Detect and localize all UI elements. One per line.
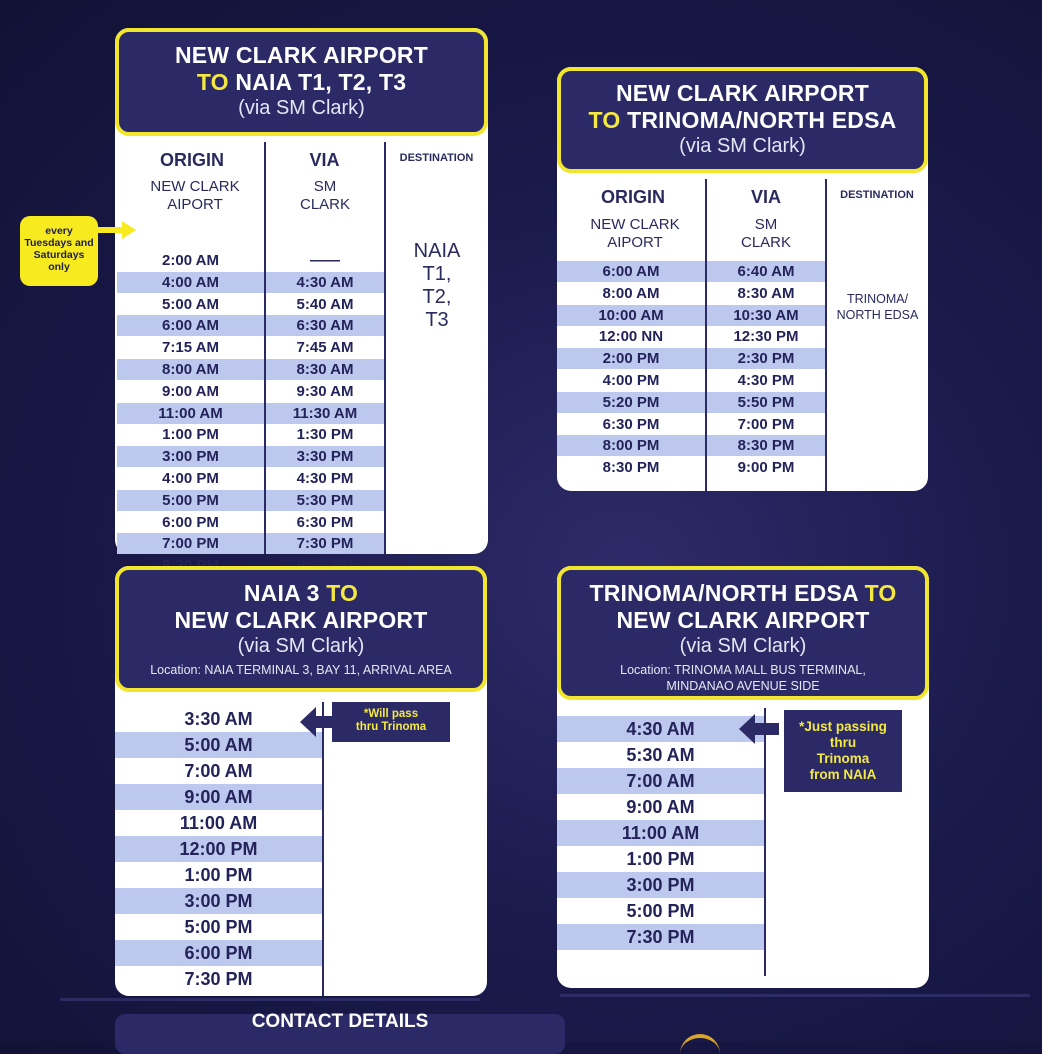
departure-time: 6:00 PM — [115, 940, 322, 966]
column-divider — [384, 142, 386, 554]
card-title-line2: NEW CLARK AIRPORT — [616, 607, 870, 633]
origin-time: 5:20 PM — [557, 392, 705, 413]
departure-time: 7:30 PM — [184, 969, 253, 989]
card-title-to: TO — [864, 580, 897, 606]
via-time: 10:30 AM — [707, 305, 825, 326]
schedule-card-naia-to-clark — [115, 566, 487, 996]
arrow-right-icon — [96, 221, 136, 239]
via-subheader: SM CLARK — [299, 178, 351, 213]
via-time: 6:30 AM — [266, 315, 384, 336]
origin-time: 9:00 AM — [162, 382, 219, 400]
schedule-card-clark-to-trinoma — [557, 67, 928, 491]
via-time: 1:30 PM — [296, 426, 354, 444]
departure-time: 7:30 PM — [557, 924, 764, 950]
card-title-line1: NEW CLARK AIRPORT — [616, 80, 869, 106]
via-time: 2:30 PM — [707, 348, 825, 369]
via-time: 7:30 PM — [266, 533, 384, 554]
via-header: VIA — [750, 187, 781, 207]
card-header — [115, 28, 488, 136]
via-time: 8:30 AM — [266, 359, 384, 380]
departure-time: 3:00 PM — [557, 872, 764, 898]
logo-icon — [680, 1034, 720, 1054]
card-subtitle: (via SM Clark) — [679, 135, 806, 157]
departure-time: 7:00 AM — [557, 768, 764, 794]
card-title-origin: TRINOMA/NORTH EDSA — [589, 580, 858, 606]
departure-time: 1:00 PM — [184, 865, 253, 885]
via-time: 4:30 PM — [296, 470, 354, 487]
route-note: *Just passing thru Trinoma from NAIA — [784, 710, 902, 792]
departure-time: 3:00 PM — [115, 888, 322, 914]
origin-time: 8:30 PM — [602, 459, 660, 477]
column-divider — [764, 708, 766, 976]
arrow-left-icon — [739, 714, 779, 744]
card-title-destination: NAIA T1, T2, T3 — [235, 69, 407, 95]
departure-time: 3:30 AM — [184, 709, 253, 729]
pickup-location: Location: TRINOMA MALL BUS TERMINAL, MINDANAO AVENUE SIDE — [620, 663, 866, 693]
card-subtitle: (via SM Clark) — [237, 635, 365, 657]
departure-time: 12:00 PM — [115, 836, 322, 862]
origin-time: 4:00 PM — [162, 470, 219, 487]
card-title-to: TO — [196, 69, 229, 95]
origin-time: 5:00 PM — [117, 490, 264, 511]
via-time: 9:30 AM — [296, 382, 354, 400]
origin-time: 5:00 AM — [162, 295, 219, 313]
origin-time: 8:00 AM — [602, 284, 660, 302]
departure-time: 5:30 AM — [626, 745, 695, 765]
departure-time: 1:00 PM — [626, 849, 695, 869]
card-title-to: TO — [588, 107, 621, 133]
card-header — [115, 566, 487, 692]
schedule-card-clark-to-naia — [115, 28, 488, 554]
via-time: 3:30 PM — [266, 446, 384, 467]
via-time: 9:00 PM — [737, 459, 795, 477]
origin-time: 6:00 AM — [117, 315, 264, 336]
origin-time: 6:30 PM — [602, 415, 660, 433]
departure-time: 5:00 PM — [626, 901, 695, 921]
departure-time: 11:00 AM — [179, 813, 258, 833]
card-title-to: TO — [326, 580, 359, 606]
via-header: VIA — [309, 150, 340, 170]
decorative-line — [560, 994, 1030, 997]
card-title-destination: TRINOMA/NORTH EDSA — [627, 107, 897, 133]
via-time: 8:30 PM — [707, 435, 825, 456]
card-title-line2: NEW CLARK AIRPORT — [174, 607, 428, 633]
origin-time: 1:00 PM — [162, 426, 219, 444]
origin-time: 4:00 PM — [602, 372, 660, 389]
via-time: 7:00 PM — [737, 415, 795, 433]
card-subtitle: (via SM Clark) — [238, 97, 365, 119]
departure-time: 9:00 AM — [115, 784, 322, 810]
via-time: 6:40 AM — [707, 261, 825, 282]
via-time: 8:30 AM — [737, 284, 795, 302]
via-time: 4:30 PM — [737, 372, 795, 389]
origin-time: 8:00 PM — [557, 435, 705, 456]
card-header — [557, 67, 928, 173]
pickup-location: Location: NAIA TERMINAL 3, BAY 11, ARRIVAL AREA — [150, 663, 452, 677]
card-header — [557, 566, 929, 700]
via-subheader: SM CLARK — [740, 216, 792, 251]
column-divider — [322, 702, 324, 996]
via-time: —— — [310, 252, 340, 269]
origin-time: 8:00 AM — [117, 359, 264, 380]
origin-time: 11:00 AM — [117, 403, 264, 424]
via-time: 12:30 PM — [733, 328, 799, 346]
via-time: 11:30 AM — [266, 403, 384, 424]
origin-header: ORIGIN — [600, 187, 665, 207]
origin-subheader: NEW CLARK AIPORT — [590, 216, 680, 251]
departure-time: 11:00 AM — [557, 820, 764, 846]
origin-subheader: NEW CLARK AIPORT — [150, 178, 240, 213]
origin-time: 6:00 AM — [557, 261, 705, 282]
origin-time: 3:00 PM — [117, 446, 264, 467]
origin-time: 7:00 PM — [117, 533, 264, 554]
origin-time: 6:00 PM — [162, 513, 219, 531]
departure-time: 5:00 PM — [184, 917, 253, 937]
origin-time: 4:00 AM — [117, 272, 264, 293]
departure-time: 4:30 AM — [557, 716, 764, 742]
arrow-left-icon — [300, 707, 340, 737]
card-subtitle: (via SM Clark) — [679, 635, 807, 657]
schedule-card-trinoma-to-clark — [557, 566, 929, 988]
origin-header: ORIGIN — [159, 150, 224, 170]
column-divider — [825, 179, 827, 491]
destination-header: DESTINATION — [399, 152, 474, 164]
special-schedule-note: every Tuesdays and Saturdays only — [20, 216, 98, 286]
contact-details-header: CONTACT DETAILS — [115, 1014, 565, 1054]
via-time: 6:30 PM — [296, 513, 354, 531]
origin-time: 7:15 AM — [162, 339, 219, 357]
decorative-line — [60, 998, 480, 1001]
destination-value: TRINOMA/ NORTH EDSA — [836, 292, 919, 322]
origin-time: 12:00 NN — [598, 328, 664, 346]
destination-header: DESTINATION — [840, 189, 914, 201]
card-title-origin: NAIA 3 — [243, 580, 320, 606]
via-time: 5:30 PM — [266, 490, 384, 511]
departure-time: 5:00 AM — [115, 732, 322, 758]
origin-time: 2:00 PM — [557, 348, 705, 369]
destination-value: NAIA T1, T2, T3 — [413, 240, 461, 331]
via-time: 5:50 PM — [707, 392, 825, 413]
via-time: 5:40 AM — [296, 295, 354, 313]
card-title-line1: NEW CLARK AIRPORT — [175, 42, 428, 68]
route-note: *Will pass thru Trinoma — [332, 702, 450, 742]
departure-time: 7:00 AM — [184, 761, 253, 781]
departure-time: 9:00 AM — [626, 797, 695, 817]
origin-time: 10:00 AM — [557, 305, 705, 326]
via-time: 7:45 AM — [296, 339, 354, 357]
origin-time: 2:00 AM — [162, 252, 219, 269]
via-time: 4:30 AM — [266, 272, 384, 293]
